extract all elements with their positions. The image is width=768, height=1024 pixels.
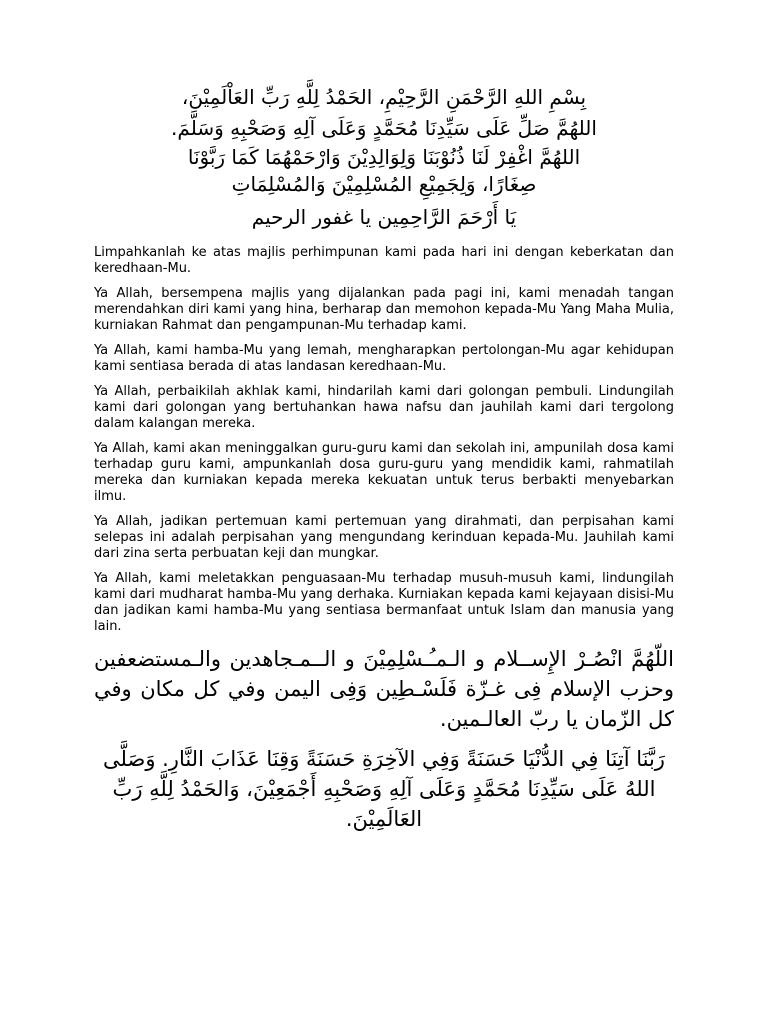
prayer-paragraph: Ya Allah, perbaikilah akhlak kami, hindarilah kami dari golongan pembuli. Lindungilah kami dari golongan yang bertuhankan hawa nafsu dan jauhilah kami dari tergolong dalam kalangan mereka.: [94, 384, 674, 431]
prayer-paragraph: Ya Allah, bersempena majlis yang dijalankan pada pagi ini, kami menadah tangan merendahkan diri kami yang hina, berharap dan memohon kepada-Mu Yang Maha Mulia, kurniakan Rahmat dan pengampunan-Mu terhadap kami.: [94, 286, 674, 333]
document-page: [94, 82, 674, 834]
opening-line-basmala: بِسْمِ اللهِ الرَّحْمَنِ الرَّحِيْمِ، الحَمْدُ لِلَّهِ رَبِّ العَاْلَمِيْنَ،: [181, 85, 587, 109]
opening-line-muslims: صِغَارًا، وَلِجَمِيْعِ المُسْلِمِيْنَ وَالمُسْلِمَاتِ: [231, 172, 537, 196]
prayer-paragraph: Ya Allah, jadikan pertemuan kami pertemuan yang dirahmati, dan perpisahan kami selepas ini adalah perpisahan yang mengundang kerinduan kepada-Mu. Jauhilah kami dari zina serta perbuatan keji dan mungkar.: [94, 514, 674, 561]
opening-line-forgiveness: اللهُمَّ اغْفِرْ لَنَا ذُنُوْبَنَا وَلِوَالِدِيْنَ وَارْحَمْهُمَا كَمَا رَبَّوْنَا: [187, 145, 581, 169]
opening-line-salawat: اللهُمَّ صَلِّ عَلَى سَيِّدِنَا مُحَمَّدٍ وَعَلَى آلِهِ وَصَحْبِهِ وَسَلَّمَ.: [171, 116, 597, 140]
prayer-paragraph: Ya Allah, kami akan meninggalkan guru-guru kami dan sekolah ini, ampunilah dosa kami terhadap guru kami, ampunkanlah dosa guru-guru yang mendidik kami, rahmatilah mereka dan kurniakan kepada mereka kekuatan untuk terus berbakti menyebarkan ilmu.: [94, 441, 674, 504]
prayer-paragraph: Ya Allah, kami hamba-Mu yang lemah, mengharapkan pertolongan-Mu agar kehidupan kami sentiasa berada di atas landasan keredhaan-Mu.: [94, 343, 674, 374]
closing-doa-palestine: اللّهُمَّ انْصُـرْ الإِســلام و الـمـُـسْلِمِيْنَ و الــمـجاهدين والـمستضعفين وحزب الإسلام فِى غـزّة فَلَسْـطِين وَفِى اليمن وفي كل مكان وفي كل الزّمان يا ربّ العالـمين.: [94, 647, 674, 731]
prayer-paragraph: Ya Allah, kami meletakkan penguasaan-Mu terhadap musuh-musuh kami, lindungilah kami dari mudharat hamba-Mu yang derhaka. Kurniakan kepada kami kejayaan disisi-Mu dan jadikan kami hamba-Mu yang sentiasa bermanfaat untuk Islam dan manusia yang lain.: [94, 571, 674, 634]
opening-invocation: [94, 82, 674, 233]
closing-doa-rabbana: رَبَّنَا آتِنَا فِي الدُّنْيَا حَسَنَةً وَفِي الآخِرَةِ حَسَنَةً وَقِنَا عَذَابَ النَّارِ. وَصَلَّى اللهُ عَلَى سَيِّدِنَا مُحَمَّدٍ وَعَلَى آلِهِ وَصَحْبِهِ أَجْمَعِيْنَ، وَالحَمْدُ لِلَّهِ رَبِّ العَالَمِيْنَ.: [103, 747, 665, 831]
malay-prayer-body: [94, 245, 674, 635]
prayer-paragraph: Limpahkanlah ke atas majlis perhimpunan kami pada hari ini dengan keberkatan dan keredhaan-Mu.: [94, 245, 674, 276]
opening-line-mercy: يَا أَرْحَمَ الرَّاحِمِين يا غفور الرحيم: [251, 205, 517, 229]
